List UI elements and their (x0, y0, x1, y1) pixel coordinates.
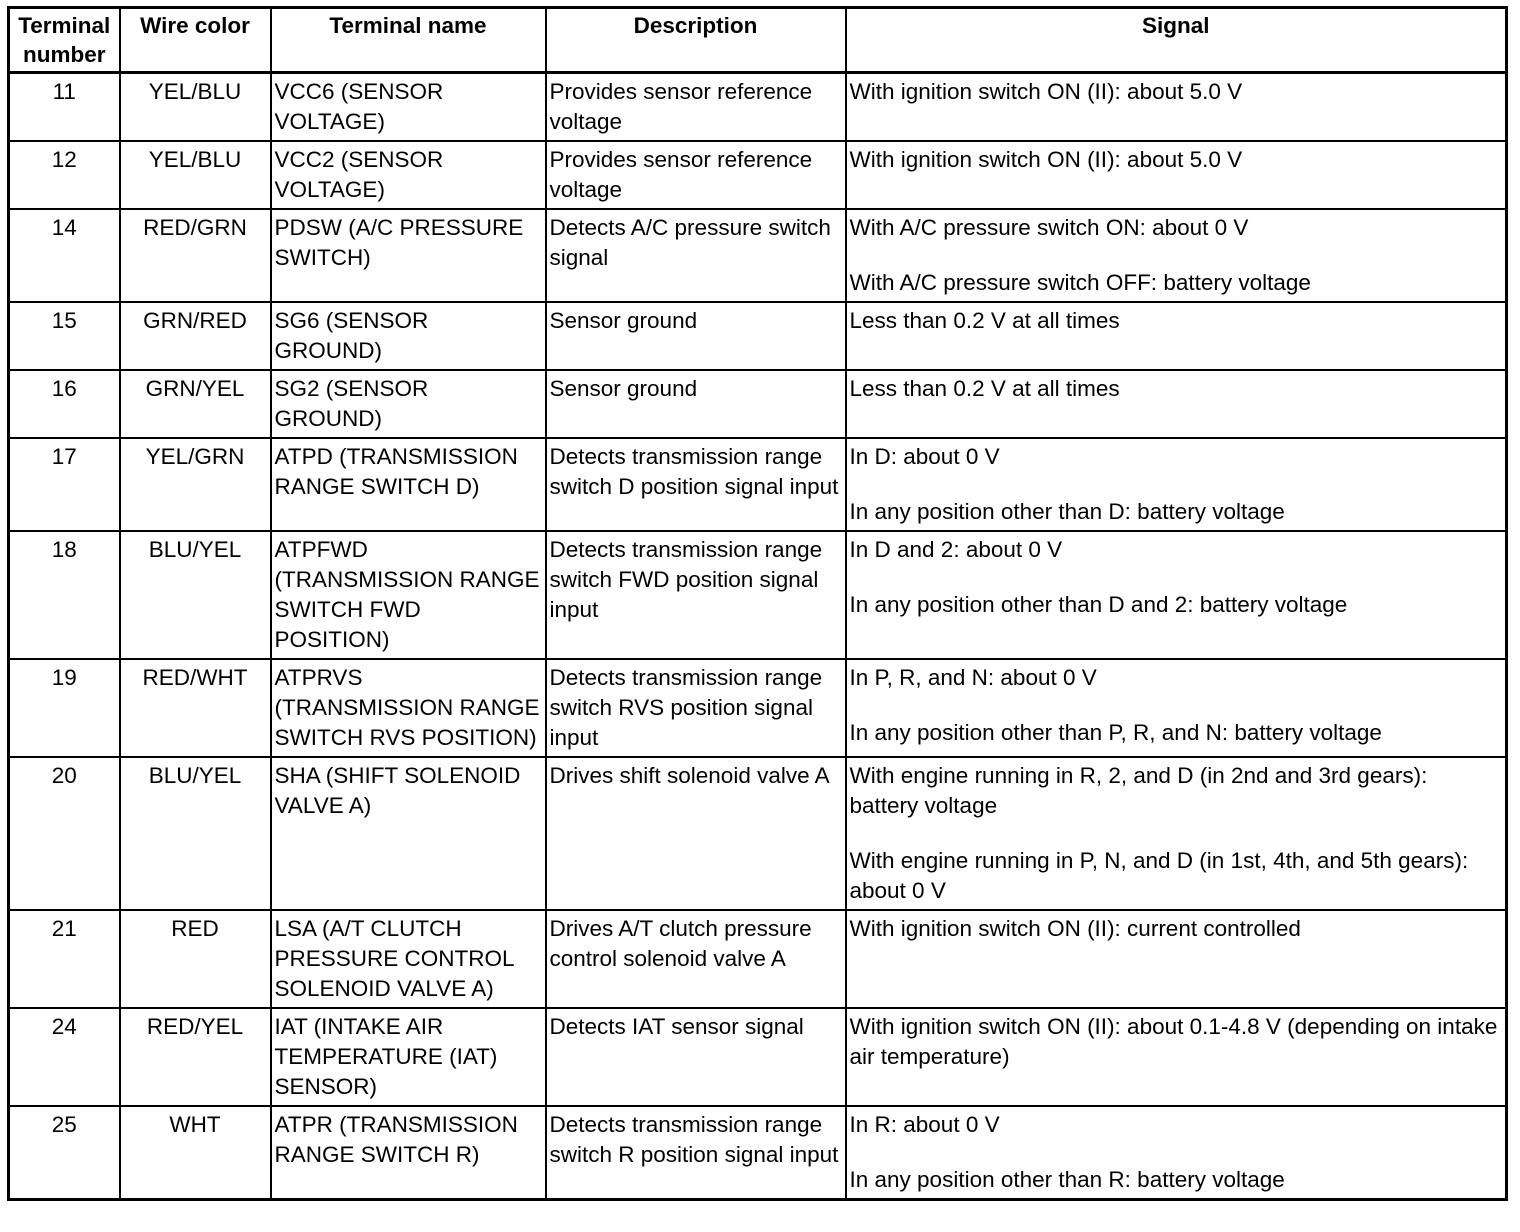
signal-condition: With engine running in R, 2, and D (in 2nd and 3rd gears): battery voltage (849, 763, 1428, 818)
description-cell: Sensor ground (546, 370, 846, 438)
signal-cell (846, 438, 1507, 531)
signal-cell (846, 757, 1507, 910)
wire-color-cell: GRN/YEL (120, 370, 271, 438)
table-row (9, 910, 1507, 1008)
signal-condition: In any position other than R: battery voltage (849, 1167, 1285, 1192)
wire-color-cell: WHT (120, 1106, 271, 1200)
signal-condition: Less than 0.2 V at all times (849, 376, 1120, 401)
terminal-name-cell: LSA (A/T CLUTCH PRESSURE CONTROL SOLENOID VALVE A) (271, 910, 546, 1008)
signal-cell (846, 209, 1507, 302)
table-row (9, 1106, 1507, 1200)
wire-color-cell: BLU/YEL (120, 757, 271, 910)
description-cell: Sensor ground (546, 302, 846, 370)
terminal-number-cell: 20 (9, 757, 120, 910)
signal-condition: In any position other than P, R, and N: battery voltage (849, 720, 1382, 745)
terminal-number-cell: 18 (9, 531, 120, 659)
terminal-number-cell: 12 (9, 141, 120, 209)
terminal-number-cell: 15 (9, 302, 120, 370)
terminal-name-cell: ATPD (TRANSMISSION RANGE SWITCH D) (271, 438, 546, 531)
terminal-number-cell: 24 (9, 1008, 120, 1106)
terminal-name-cell: ATPFWD (TRANSMISSION RANGE SWITCH FWD POSITION) (271, 531, 546, 659)
wire-color-cell: RED/GRN (120, 209, 271, 302)
signal-cell (846, 141, 1507, 209)
signal-cell (846, 910, 1507, 1008)
signal-condition: With A/C pressure switch ON: about 0 V (849, 215, 1249, 240)
terminal-name-cell: SHA (SHIFT SOLENOID VALVE A) (271, 757, 546, 910)
terminal-name-cell: VCC2 (SENSOR VOLTAGE) (271, 141, 546, 209)
table-row (9, 73, 1507, 142)
signal-condition: In any position other than D and 2: battery voltage (849, 592, 1348, 617)
header-signal: Signal (846, 8, 1507, 73)
table-body (9, 73, 1507, 1200)
wire-color-cell: RED (120, 910, 271, 1008)
terminal-number-cell: 14 (9, 209, 120, 302)
description-cell: Drives shift solenoid valve A (546, 757, 846, 910)
signal-condition: With engine running in P, N, and D (in 1st, 4th, and 5th gears): about 0 V (849, 848, 1469, 903)
terminal-name-cell: IAT (INTAKE AIR TEMPERATURE (IAT) SENSOR) (271, 1008, 546, 1106)
table-row (9, 531, 1507, 659)
description-cell: Detects transmission range switch R position signal input (546, 1106, 846, 1200)
wire-color-cell: BLU/YEL (120, 531, 271, 659)
description-cell: Provides sensor reference voltage (546, 141, 846, 209)
terminal-number-cell: 16 (9, 370, 120, 438)
wire-color-cell: RED/WHT (120, 659, 271, 757)
terminal-name-cell: ATPR (TRANSMISSION RANGE SWITCH R) (271, 1106, 546, 1200)
terminal-number-cell: 11 (9, 73, 120, 142)
description-cell: Detects transmission range switch D position signal input (546, 438, 846, 531)
header-description: Description (546, 8, 846, 73)
signal-cell (846, 370, 1507, 438)
signal-condition: In P, R, and N: about 0 V (849, 665, 1097, 690)
signal-cell (846, 659, 1507, 757)
terminal-name-cell: PDSW (A/C PRESSURE SWITCH) (271, 209, 546, 302)
signal-condition: In D: about 0 V (849, 444, 1000, 469)
terminal-name-cell: SG2 (SENSOR GROUND) (271, 370, 546, 438)
signal-cell (846, 73, 1507, 142)
description-cell: Detects transmission range switch FWD position signal input (546, 531, 846, 659)
signal-condition: With ignition switch ON (II): about 5.0 V (849, 147, 1243, 172)
table-header-row (9, 8, 1507, 73)
table-row (9, 302, 1507, 370)
signal-condition: In R: about 0 V (849, 1112, 1000, 1137)
table-row (9, 659, 1507, 757)
table-row (9, 1008, 1507, 1106)
table-row (9, 757, 1507, 910)
signal-cell (846, 531, 1507, 659)
description-cell: Detects A/C pressure switch signal (546, 209, 846, 302)
header-terminal-name: Terminal name (271, 8, 546, 73)
description-cell: Provides sensor reference voltage (546, 73, 846, 142)
table-row (9, 370, 1507, 438)
table-row (9, 209, 1507, 302)
terminal-table (7, 6, 1508, 1201)
signal-cell (846, 302, 1507, 370)
wire-color-cell: YEL/BLU (120, 73, 271, 142)
table-row (9, 141, 1507, 209)
terminal-number-cell: 21 (9, 910, 120, 1008)
terminal-name-cell: SG6 (SENSOR GROUND) (271, 302, 546, 370)
signal-condition: Less than 0.2 V at all times (849, 308, 1120, 333)
description-cell: Detects transmission range switch RVS position signal input (546, 659, 846, 757)
wire-color-cell: GRN/RED (120, 302, 271, 370)
wire-color-cell: YEL/BLU (120, 141, 271, 209)
signal-condition: With ignition switch ON (II): about 5.0 V (849, 79, 1243, 104)
description-cell: Detects IAT sensor signal (546, 1008, 846, 1106)
terminal-number-cell: 17 (9, 438, 120, 531)
table-row (9, 438, 1507, 531)
signal-condition: With ignition switch ON (II): about 0.1-4.8 V (depending on intake air temperature) (849, 1014, 1498, 1069)
signal-condition: In any position other than D: battery voltage (849, 499, 1285, 524)
header-terminal-number: Terminal number (9, 8, 120, 73)
wire-color-cell: YEL/GRN (120, 438, 271, 531)
terminal-number-cell: 25 (9, 1106, 120, 1200)
wire-color-cell: RED/YEL (120, 1008, 271, 1106)
signal-cell (846, 1106, 1507, 1200)
terminal-number-cell: 19 (9, 659, 120, 757)
terminal-name-cell: ATPRVS (TRANSMISSION RANGE SWITCH RVS POSITION) (271, 659, 546, 757)
signal-condition: With A/C pressure switch OFF: battery voltage (849, 270, 1311, 295)
terminal-name-cell: VCC6 (SENSOR VOLTAGE) (271, 73, 546, 142)
signal-condition: In D and 2: about 0 V (849, 537, 1063, 562)
signal-cell (846, 1008, 1507, 1106)
description-cell: Drives A/T clutch pressure control solenoid valve A (546, 910, 846, 1008)
header-wire-color: Wire color (120, 8, 271, 73)
signal-condition: With ignition switch ON (II): current controlled (849, 916, 1301, 941)
